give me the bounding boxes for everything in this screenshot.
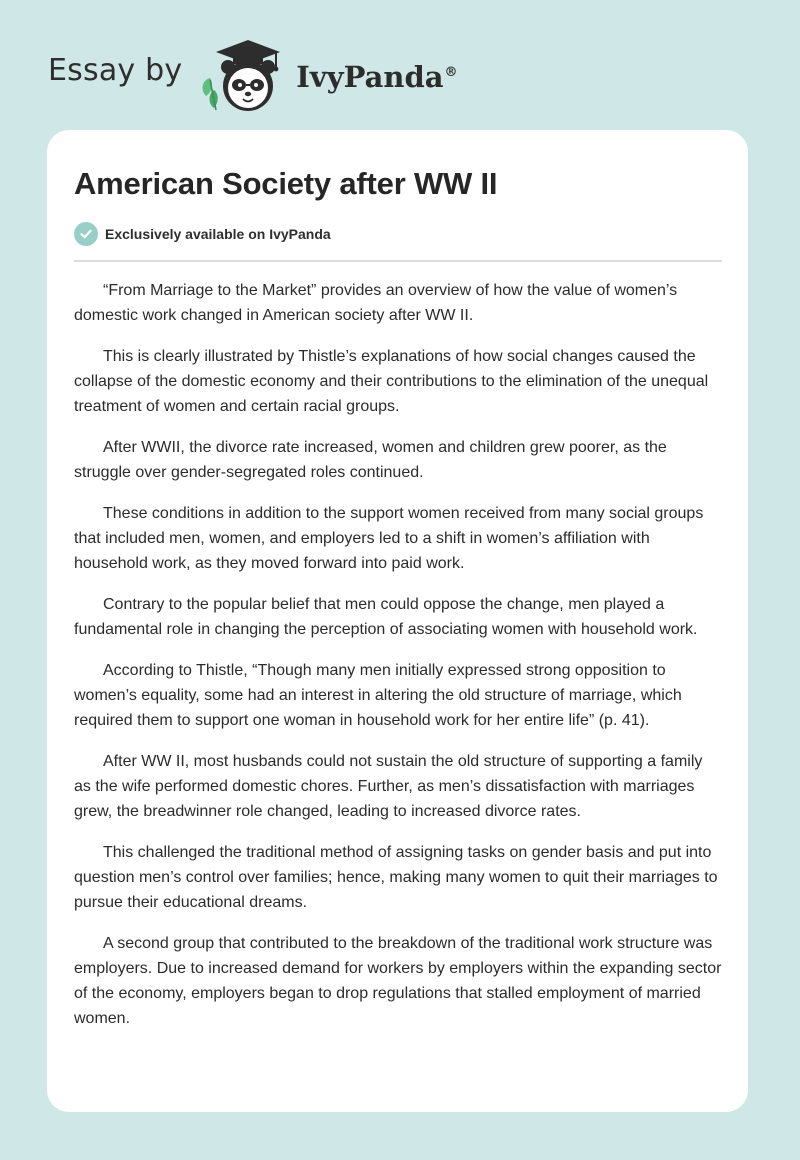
paragraph: These conditions in addition to the support women received from many social groups that included men, women, and employers led to a shift in women’s affiliation with household work, as they moved forward into paid work.	[74, 505, 704, 572]
paragraph: This is clearly illustrated by Thistle’s explanations of how social changes caused the collapse of the domestic economy and their contributions to the elimination of the unequal treatment of women and certain racial groups.	[74, 348, 709, 415]
essay-card	[47, 130, 748, 1112]
brand-prefix: Essay by	[48, 52, 183, 88]
check-icon	[74, 222, 98, 246]
paragraph: Contrary to the popular belief that men could oppose the change, men played a fundamental role in changing the perception of associating women with household work.	[74, 596, 698, 638]
badge-text: Exclusively available on IvyPanda	[105, 226, 331, 242]
essay-body	[74, 262, 722, 1031]
panda-logo-icon	[196, 34, 288, 114]
paragraph: According to Thistle, “Though many men initially expressed strong opposition to women’s equality, some had an interest in altering the old structure of marriage, which required them to support one woman in household work for her entire life” (p. 41).	[74, 662, 682, 729]
page-title: American Society after WW II	[74, 166, 498, 201]
brand-name: IvyPanda®	[296, 60, 458, 94]
brand-header[interactable]	[48, 34, 458, 114]
paragraph: “From Marriage to the Market” provides an overview of how the value of women’s domestic work changed in American society after WW II.	[74, 282, 678, 324]
paragraph: After WWII, the divorce rate increased, women and children grew poorer, as the struggle over gender-segregated roles continued.	[74, 439, 667, 481]
registered-mark: ®	[444, 65, 458, 81]
paragraph: A second group that contributed to the breakdown of the traditional work structure was employers. Due to increased demand for workers by employers within the expanding sector of the economy, employers began to drop regulations that stalled employment of married women.	[74, 935, 722, 1027]
paragraph: This challenged the traditional method of assigning tasks on gender basis and put into question men’s control over families; hence, making many women to quit their marriages to pursue their educational dreams.	[74, 844, 718, 911]
paragraph: After WW II, most husbands could not sustain the old structure of supporting a family as the wife performed domestic chores. Further, as men’s dissatisfaction with marriages grew, the breadwinner role changed, leading to increased divorce rates.	[74, 753, 703, 820]
availability-badge	[74, 222, 722, 262]
